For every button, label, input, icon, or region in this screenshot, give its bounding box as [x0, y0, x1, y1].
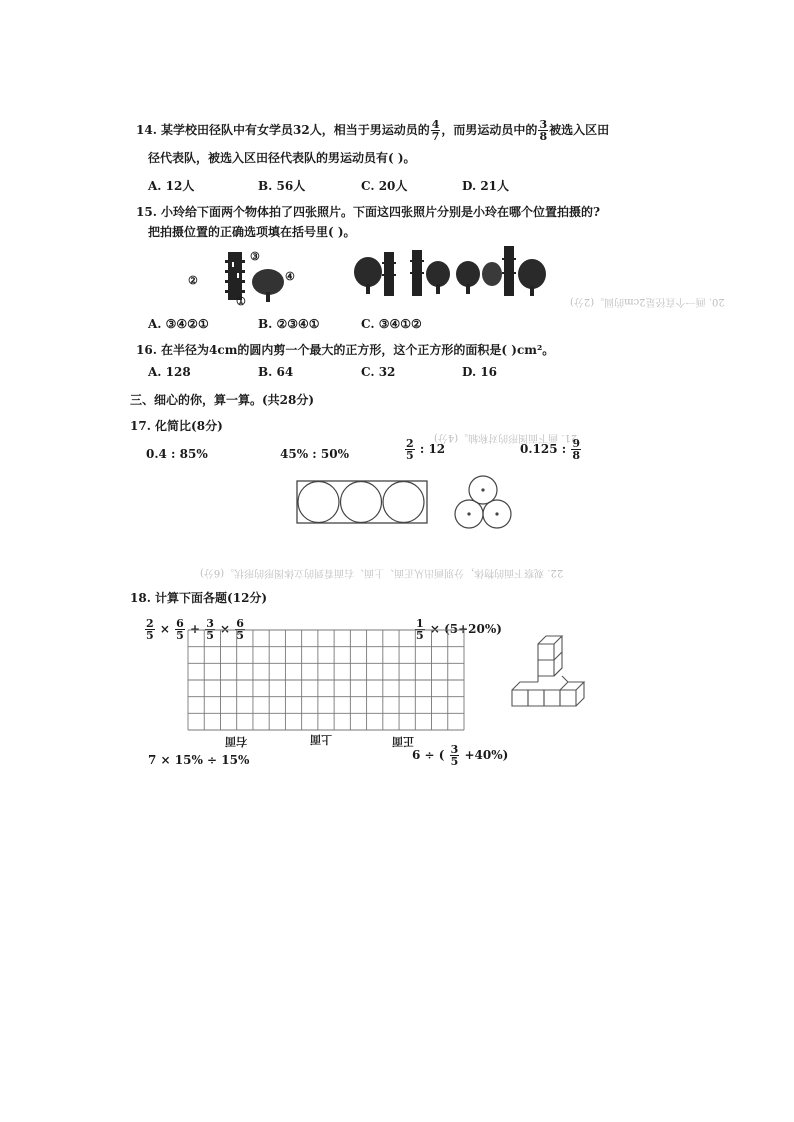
- q17-item-a: 0.4 : 85%: [146, 447, 208, 461]
- fraction: $\frac{3}{5}$: [450, 743, 459, 768]
- drawing-grid[interactable]: [188, 630, 464, 730]
- fraction: $\frac{3}{5}$: [206, 617, 214, 642]
- q14-option-a[interactable]: A. 12人: [148, 179, 195, 193]
- q15-option-a[interactable]: A. ③④②①: [148, 317, 209, 331]
- q18-item-c: 7 × 15% ÷ 15%: [148, 753, 250, 767]
- fraction: $\frac{1}{5}$: [416, 617, 424, 642]
- photo-1: [354, 252, 396, 296]
- q15-marker-3: ③: [250, 250, 260, 263]
- q16-option-a[interactable]: A. 128: [148, 365, 191, 379]
- q17-item-d: 0.125 : $\frac{9}{8}$: [520, 437, 581, 462]
- q18-title: 18. 计算下面各题(12分): [130, 591, 268, 605]
- q15-option-b[interactable]: B. ②③④①: [258, 317, 320, 331]
- q15-line2: 把拍摄位置的正确选项填在括号里( )。: [148, 225, 356, 239]
- fraction: $\frac{2}{5}$: [406, 437, 414, 462]
- fraction: $\frac{6}{5}$: [236, 617, 244, 642]
- three-circles-triangle-figure: [448, 474, 518, 538]
- q14-option-d[interactable]: D. 21人: [462, 179, 510, 193]
- photo-4: [502, 246, 546, 296]
- three-circles-rectangle-figure: [296, 480, 428, 524]
- fraction: $\frac{6}{5}$: [176, 617, 184, 642]
- bleed-q21: 21. 画下面图形的对称轴。(4分): [434, 432, 578, 443]
- cube-stack-figure: [508, 630, 590, 716]
- q15-marker-4: ④: [285, 270, 295, 283]
- q18-item-a: $\frac{2}{5}$ × $\frac{6}{5}$ + $\frac{3}{5}$ × $\frac{6}{5}$: [146, 617, 244, 642]
- pagoda-icon: [225, 252, 245, 300]
- photo-2: [410, 250, 450, 296]
- view-label-top: 上面: [310, 733, 332, 746]
- view-label-front: 正面: [392, 735, 414, 748]
- q17-item-b: 45% : 50%: [280, 447, 349, 461]
- bleed-q20: 20. 画一个直径是2cm的圆。(2分): [570, 296, 725, 307]
- q18-item-b: $\frac{1}{5}$ × (5+20%): [416, 617, 502, 642]
- q16-option-b[interactable]: B. 64: [258, 365, 294, 379]
- q15-marker-2: ②: [188, 274, 198, 287]
- q16-option-c[interactable]: C. 32: [361, 365, 396, 379]
- q15-line1: 15. 小玲给下面两个物体拍了四张照片。下面这四张照片分别是小玲在哪个位置拍摄的?: [136, 205, 601, 219]
- fraction: $\frac{4}{7}$: [431, 118, 440, 143]
- q17-title: 17. 化简比(8分): [130, 419, 223, 433]
- q15-photos-strip: [352, 244, 552, 304]
- q16-text: 16. 在半径为4cm的圆内剪一个最大的正方形，这个正方形的面积是( )cm²。: [136, 343, 555, 357]
- photo-3: [456, 261, 502, 294]
- q14-line2: 径代表队，被选入区田径代表队的男运动员有( )。: [148, 151, 416, 165]
- fraction: $\frac{3}{8}$: [539, 118, 548, 143]
- q15-option-c[interactable]: C. ③④①②: [361, 317, 422, 331]
- q16-option-d[interactable]: D. 16: [462, 365, 498, 379]
- q14-line1: 14. 某学校田径队中有女学员32人，相当于男运动员的 $\frac{4}{7}$ ，而男运动员中的 $\frac{3}{8}$ 被选入区田: [136, 118, 610, 143]
- bleed-q22: 22. 观察下面的物体，分别画出从正面、上面、右面看到的立体图形的形状。(6分): [200, 567, 564, 578]
- tree-icon: [252, 269, 284, 302]
- fraction: $\frac{2}{5}$: [146, 617, 154, 642]
- view-label-right: 右面: [225, 735, 247, 748]
- q14-option-c[interactable]: C. 20人: [361, 179, 408, 193]
- q18-item-d: 6 ÷ ( $\frac{3}{5}$ +40%): [412, 743, 509, 768]
- q14-option-b[interactable]: B. 56人: [258, 179, 306, 193]
- section-3-title: 三、细心的你，算一算。(共28分): [130, 393, 315, 407]
- fraction: $\frac{9}{8}$: [572, 437, 581, 462]
- q15-marker-1: ①: [236, 295, 246, 308]
- q17-item-c: $\frac{2}{5}$ : 12: [406, 437, 446, 462]
